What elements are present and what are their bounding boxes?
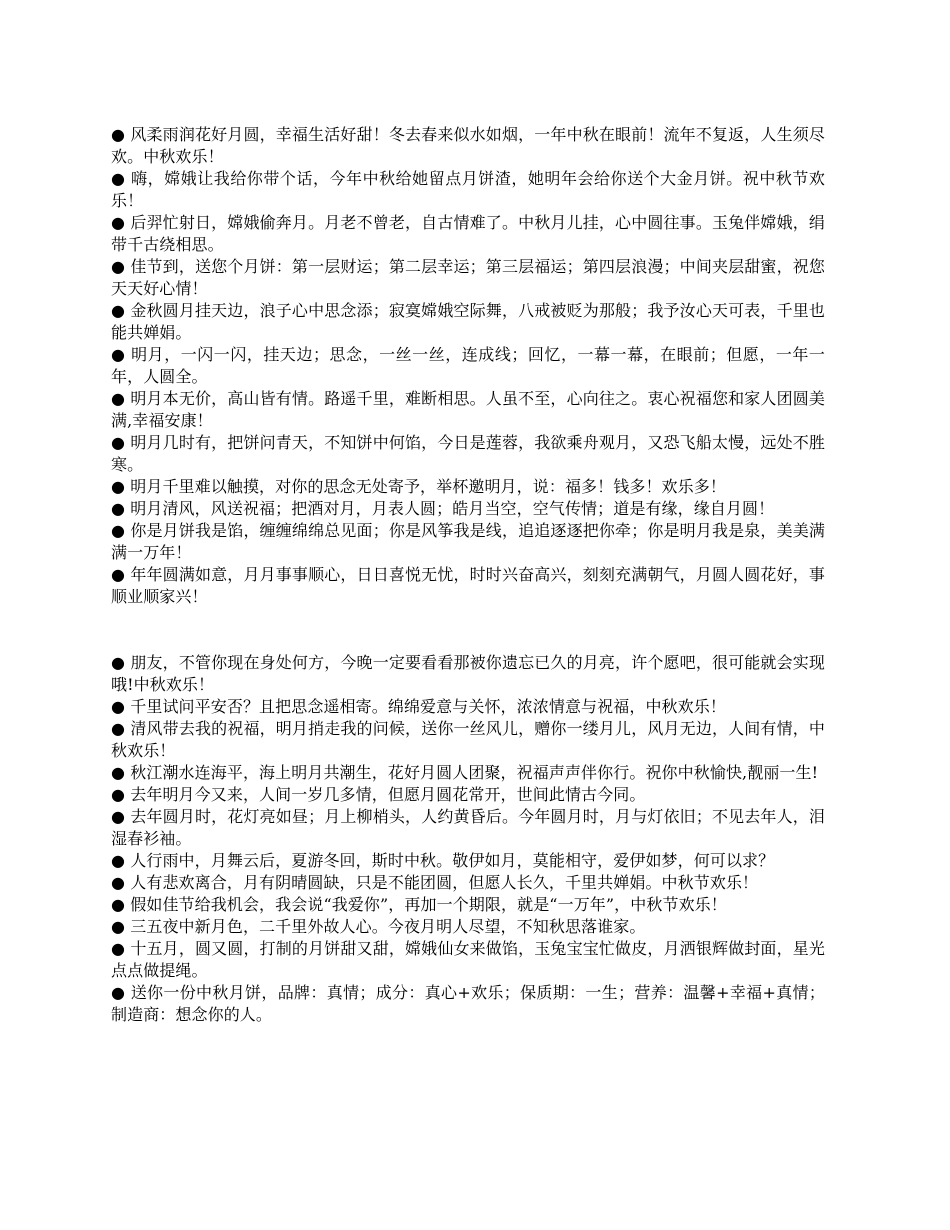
- list-item: [111, 652, 825, 696]
- list-item-text: 十五月，圆又圆，打制的月饼甜又甜，嫦娥仙女来做馅，玉兔宝宝忙做皮，月洒银辉做封面，星光点点做提绳。: [111, 939, 826, 980]
- list-item: [111, 784, 825, 806]
- list-item-text: 嗨，嫦娥让我给你带个话，今年中秋给她留点月饼渣，她明年会给你送个大金月饼。祝中秋节欢乐！: [111, 169, 826, 210]
- greetings-section-2: [111, 652, 825, 1026]
- bullet-icon: ●: [111, 477, 126, 496]
- list-item: [111, 696, 825, 718]
- list-item: [111, 806, 825, 850]
- list-item-text: 后羿忙射日，嫦娥偷奔月。月老不曾老，自古情难了。中秋月儿挂，心中圆往事。玉兔伴嫦娥，绢带千古绕相思。: [111, 213, 826, 254]
- bullet-icon: ●: [111, 433, 126, 452]
- list-item: [111, 344, 825, 388]
- bullet-icon: ●: [111, 917, 126, 936]
- greetings-section-1: [111, 124, 825, 608]
- list-item-text: 人有悲欢离合，月有阴晴圆缺，只是不能团圆，但愿人长久，千里共婵娟。中秋节欢乐！: [130, 873, 759, 892]
- list-item: [111, 894, 825, 916]
- list-item: [111, 982, 825, 1026]
- bullet-icon: ●: [111, 389, 126, 408]
- list-item: [111, 432, 825, 476]
- list-item-text: 去年明月今又来，人间一岁几多情，但愿月圆花常开，世间此情古今同。: [130, 785, 646, 804]
- bullet-icon: ●: [111, 257, 126, 276]
- document-body: [111, 124, 825, 1026]
- list-item: [111, 498, 825, 520]
- list-item: [111, 872, 825, 894]
- list-item-text: 秋江潮水连海平，海上明月共潮生，花好月圆人团聚，祝福声声伴你行。祝你中秋愉快,靓丽一生!: [130, 763, 819, 782]
- bullet-icon: ●: [111, 873, 126, 892]
- list-item-text: 佳节到，送您个月饼：第一层财运；第二层幸运；第三层福运；第四层浪漫；中间夹层甜蜜，祝您天天好心情！: [111, 257, 826, 298]
- list-item-text: 送你一份中秋月饼，品牌：真情；成分：真心+欢乐；保质期：一生；营养：温馨+幸福+真情；制造商：想念你的人。: [111, 983, 825, 1024]
- bullet-icon: ●: [111, 499, 126, 518]
- list-item: [111, 762, 825, 784]
- list-item-text: 千里试问平安否？且把思念遥相寄。绵绵爱意与关怀，浓浓情意与祝福，中秋欢乐！: [130, 697, 726, 716]
- list-item: [111, 256, 825, 300]
- list-item-text: 风柔雨润花好月圆，幸福生活好甜！冬去春来似水如烟，一年中秋在眼前！流年不复返，人生须尽欢。中秋欢乐！: [111, 125, 826, 166]
- list-item-text: 假如佳节给我机会，我会说“我爱你”，再加一个期限，就是“一万年”，中秋节欢乐！: [130, 895, 727, 914]
- list-item: [111, 850, 825, 872]
- bullet-icon: ●: [111, 301, 126, 320]
- list-item-text: 金秋圆月挂天边，浪子心中思念添；寂寞嫦娥空际舞，八戒被贬为那般；我予汝心天可表，千里也能共婵娟。: [111, 301, 826, 342]
- bullet-icon: ●: [111, 851, 126, 870]
- list-item: [111, 212, 825, 256]
- bullet-icon: ●: [111, 521, 126, 540]
- bullet-icon: ●: [111, 763, 126, 782]
- bullet-icon: ●: [111, 653, 126, 672]
- list-item: [111, 300, 825, 344]
- list-item: [111, 564, 825, 608]
- list-item-text: 去年圆月时，花灯亮如昼；月上柳梢头，人约黄昏后。今年圆月时，月与灯依旧；不见去年人，泪湿春衫袖。: [111, 807, 826, 848]
- bullet-icon: ●: [111, 697, 126, 716]
- list-item: [111, 388, 825, 432]
- bullet-icon: ●: [111, 213, 126, 232]
- list-item-text: 明月，一闪一闪，挂天边；思念，一丝一丝，连成线；回忆，一幕一幕，在眼前；但愿，一年一年，人圆全。: [111, 345, 826, 386]
- bullet-icon: ●: [111, 345, 126, 364]
- bullet-icon: ●: [111, 939, 126, 958]
- list-item-text: 人行雨中，月舞云后，夏游冬回，斯时中秋。敬伊如月，莫能相守，爱伊如梦，何可以求？: [130, 851, 775, 870]
- bullet-icon: ●: [111, 125, 126, 144]
- bullet-icon: ●: [111, 169, 126, 188]
- list-item-text: 明月本无价，高山皆有情。路遥千里，难断相思。人虽不至，心向往之。衷心祝福您和家人团圆美满,幸福安康！: [111, 389, 826, 430]
- list-item-text: 明月几时有，把饼问青天，不知饼中何馅，今日是莲蓉，我欲乘舟观月，又恐飞船太慢，远处不胜寒。: [111, 433, 826, 474]
- bullet-icon: ●: [111, 719, 126, 738]
- list-item-text: 三五夜中新月色，二千里外故人心。今夜月明人尽望，不知秋思落谁家。: [130, 917, 646, 936]
- list-item: [111, 916, 825, 938]
- list-item-text: 明月千里难以触摸，对你的思念无处寄予，举杯邀明月，说：福多！钱多！欢乐多！: [130, 477, 726, 496]
- list-item-text: 朋友，不管你现在身处何方，今晚一定要看看那被你遗忘已久的月亮，许个愿吧，很可能就会实现哦!中秋欢乐！: [111, 653, 826, 694]
- bullet-icon: ●: [111, 565, 126, 584]
- bullet-icon: ●: [111, 807, 126, 826]
- list-item: [111, 520, 825, 564]
- bullet-icon: ●: [111, 895, 126, 914]
- list-item-text: 你是月饼我是馅，缠缠绵绵总见面；你是风筝我是线，追追逐逐把你牵；你是明月我是泉，美美满满一万年！: [111, 521, 826, 562]
- bullet-icon: ●: [111, 785, 126, 804]
- list-item-text: 明月清风，风送祝福；把酒对月，月表人圆；皓月当空，空气传情；道是有缘，缘自月圆！: [130, 499, 775, 518]
- list-item: [111, 718, 825, 762]
- list-item: [111, 476, 825, 498]
- list-item: [111, 124, 825, 168]
- list-item: [111, 168, 825, 212]
- list-item: [111, 938, 825, 982]
- list-item-text: 年年圆满如意，月月事事顺心，日日喜悦无忧，时时兴奋高兴，刻刻充满朝气，月圆人圆花好，事顺业顺家兴！: [111, 565, 826, 606]
- bullet-icon: ●: [111, 983, 126, 1002]
- list-item-text: 清风带去我的祝福，明月捎走我的问候，送你一丝风儿，赠你一缕月儿，风月无边，人间有情，中秋欢乐！: [111, 719, 826, 760]
